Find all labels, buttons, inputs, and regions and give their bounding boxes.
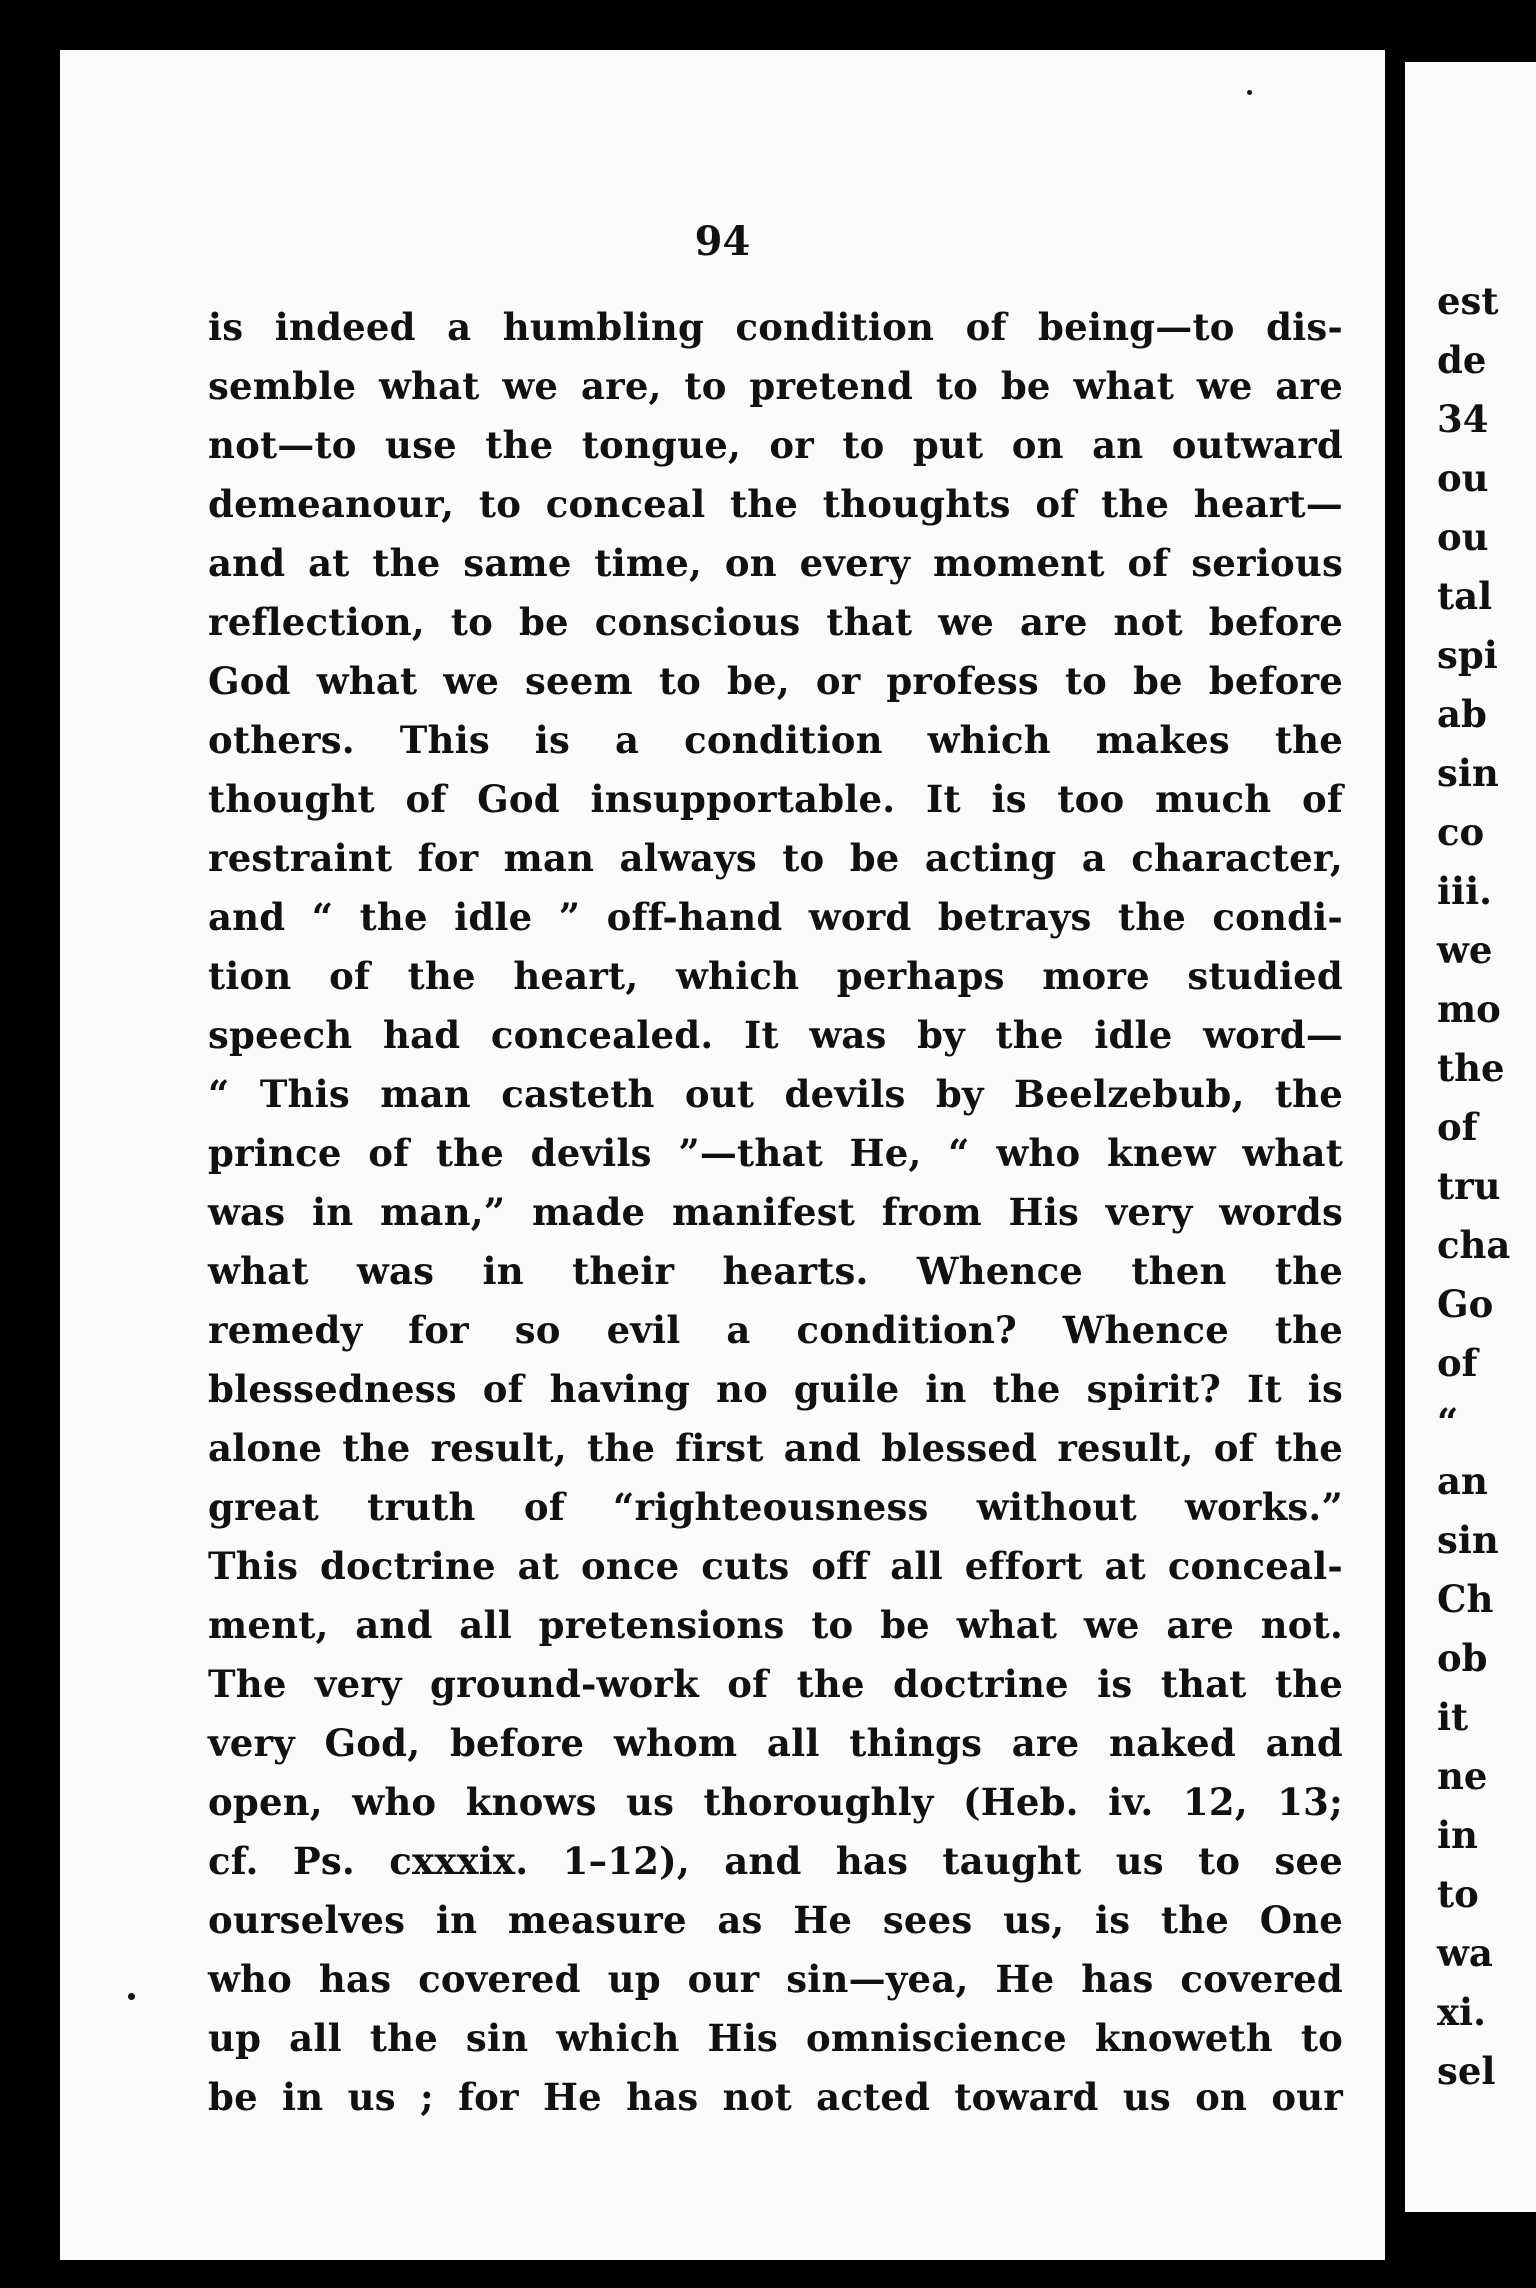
text-line: reflection, to be conscious that we are not before (208, 600, 1343, 644)
print-speck (1247, 90, 1252, 95)
text-line: speech had concealed. It was by the idle word— (208, 1013, 1343, 1057)
facing-line: cha (1437, 1223, 1511, 1267)
text-line: The very ground-work of the doctrine is that the (208, 1662, 1343, 1706)
print-speck (128, 1993, 135, 2000)
text-line: open, who knows us thoroughly (Heb. iv. 12, 13; (208, 1780, 1343, 1824)
text-line: and “ the idle ” off-hand word betrays the condi- (208, 895, 1343, 939)
text-line: restraint for man always to be acting a character, (208, 836, 1343, 880)
text-line: tion of the heart, which perhaps more studied (208, 954, 1343, 998)
facing-line: est (1437, 279, 1499, 323)
facing-line: sin (1437, 1518, 1499, 1562)
text-line: “ This man casteth out devils by Beelzebub, the (208, 1072, 1343, 1116)
text-line: what was in their hearts. Whence then the (208, 1249, 1343, 1293)
left-page (60, 50, 1385, 2260)
facing-line: xi. (1437, 1990, 1486, 2034)
facing-line: iii. (1437, 869, 1493, 913)
facing-line: Ch (1437, 1577, 1494, 1621)
facing-line: ob (1437, 1636, 1488, 1680)
facing-page-text (1437, 272, 1510, 2101)
facing-line: of (1437, 1341, 1478, 1385)
text-line: others. This is a condition which makes the (208, 718, 1343, 762)
facing-line: it (1437, 1695, 1469, 1739)
facing-line: ou (1437, 515, 1489, 559)
facing-line: ne (1437, 1754, 1488, 1798)
text-line: remedy for so evil a condition? Whence the (208, 1308, 1343, 1352)
text-line: semble what we are, to pretend to be what we are (208, 364, 1343, 408)
text-line: demeanour, to conceal the thoughts of the heart— (208, 482, 1343, 526)
text-line: This doctrine at once cuts off all effort at conceal- (208, 1544, 1343, 1588)
text-line: God what we seem to be, or profess to be before (208, 659, 1343, 703)
text-line: who has covered up our sin—yea, He has covered (208, 1957, 1343, 2001)
body-text (208, 298, 1343, 2127)
facing-line: in (1437, 1813, 1478, 1857)
facing-line: de (1437, 338, 1487, 382)
text-line: great truth of “righteousness without works.” (208, 1485, 1343, 1529)
text-line: ourselves in measure as He sees us, is the One (208, 1898, 1343, 1942)
facing-page (1405, 62, 1536, 2212)
page-number: 94 (694, 218, 751, 265)
text-line: was in man,” made manifest from His very words (208, 1190, 1343, 1234)
facing-line: sin (1437, 751, 1499, 795)
text-line: prince of the devils ”—that He, “ who knew what (208, 1131, 1343, 1175)
facing-line: “ (1437, 1400, 1459, 1444)
text-line: is indeed a humbling condition of being—to dis- (208, 305, 1343, 349)
text-line: blessedness of having no guile in the spirit? It is (208, 1367, 1343, 1411)
facing-line: mo (1437, 987, 1501, 1031)
facing-line: spi (1437, 633, 1498, 677)
facing-line: co (1437, 810, 1485, 854)
facing-line: of (1437, 1105, 1478, 1149)
text-line: and at the same time, on every moment of serious (208, 541, 1343, 585)
text-line: thought of God insupportable. It is too much of (208, 777, 1343, 821)
facing-line: 34 (1437, 397, 1489, 441)
facing-line: the (1437, 1046, 1505, 1090)
facing-line: wa (1437, 1931, 1493, 1975)
text-line: very God, before whom all things are naked and (208, 1721, 1343, 1765)
text-line: up all the sin which His omniscience knoweth to (208, 2016, 1343, 2060)
text-line: cf. Ps. cxxxix. 1–12), and has taught us to see (208, 1839, 1343, 1883)
text-line: not—to use the tongue, or to put on an outward (208, 423, 1343, 467)
facing-line: Go (1437, 1282, 1494, 1326)
facing-line: tal (1437, 574, 1493, 618)
facing-line: ab (1437, 692, 1487, 736)
facing-line: an (1437, 1459, 1488, 1503)
text-line: alone the result, the first and blessed result, of the (208, 1426, 1343, 1470)
facing-line: tru (1437, 1164, 1501, 1208)
facing-line: we (1437, 928, 1493, 972)
facing-line: to (1437, 1872, 1479, 1916)
facing-line: sel (1437, 2049, 1496, 2093)
text-line: be in us ; for He has not acted toward us on our (208, 2075, 1343, 2119)
facing-line: ou (1437, 456, 1489, 500)
text-line: ment, and all pretensions to be what we are not. (208, 1603, 1343, 1647)
